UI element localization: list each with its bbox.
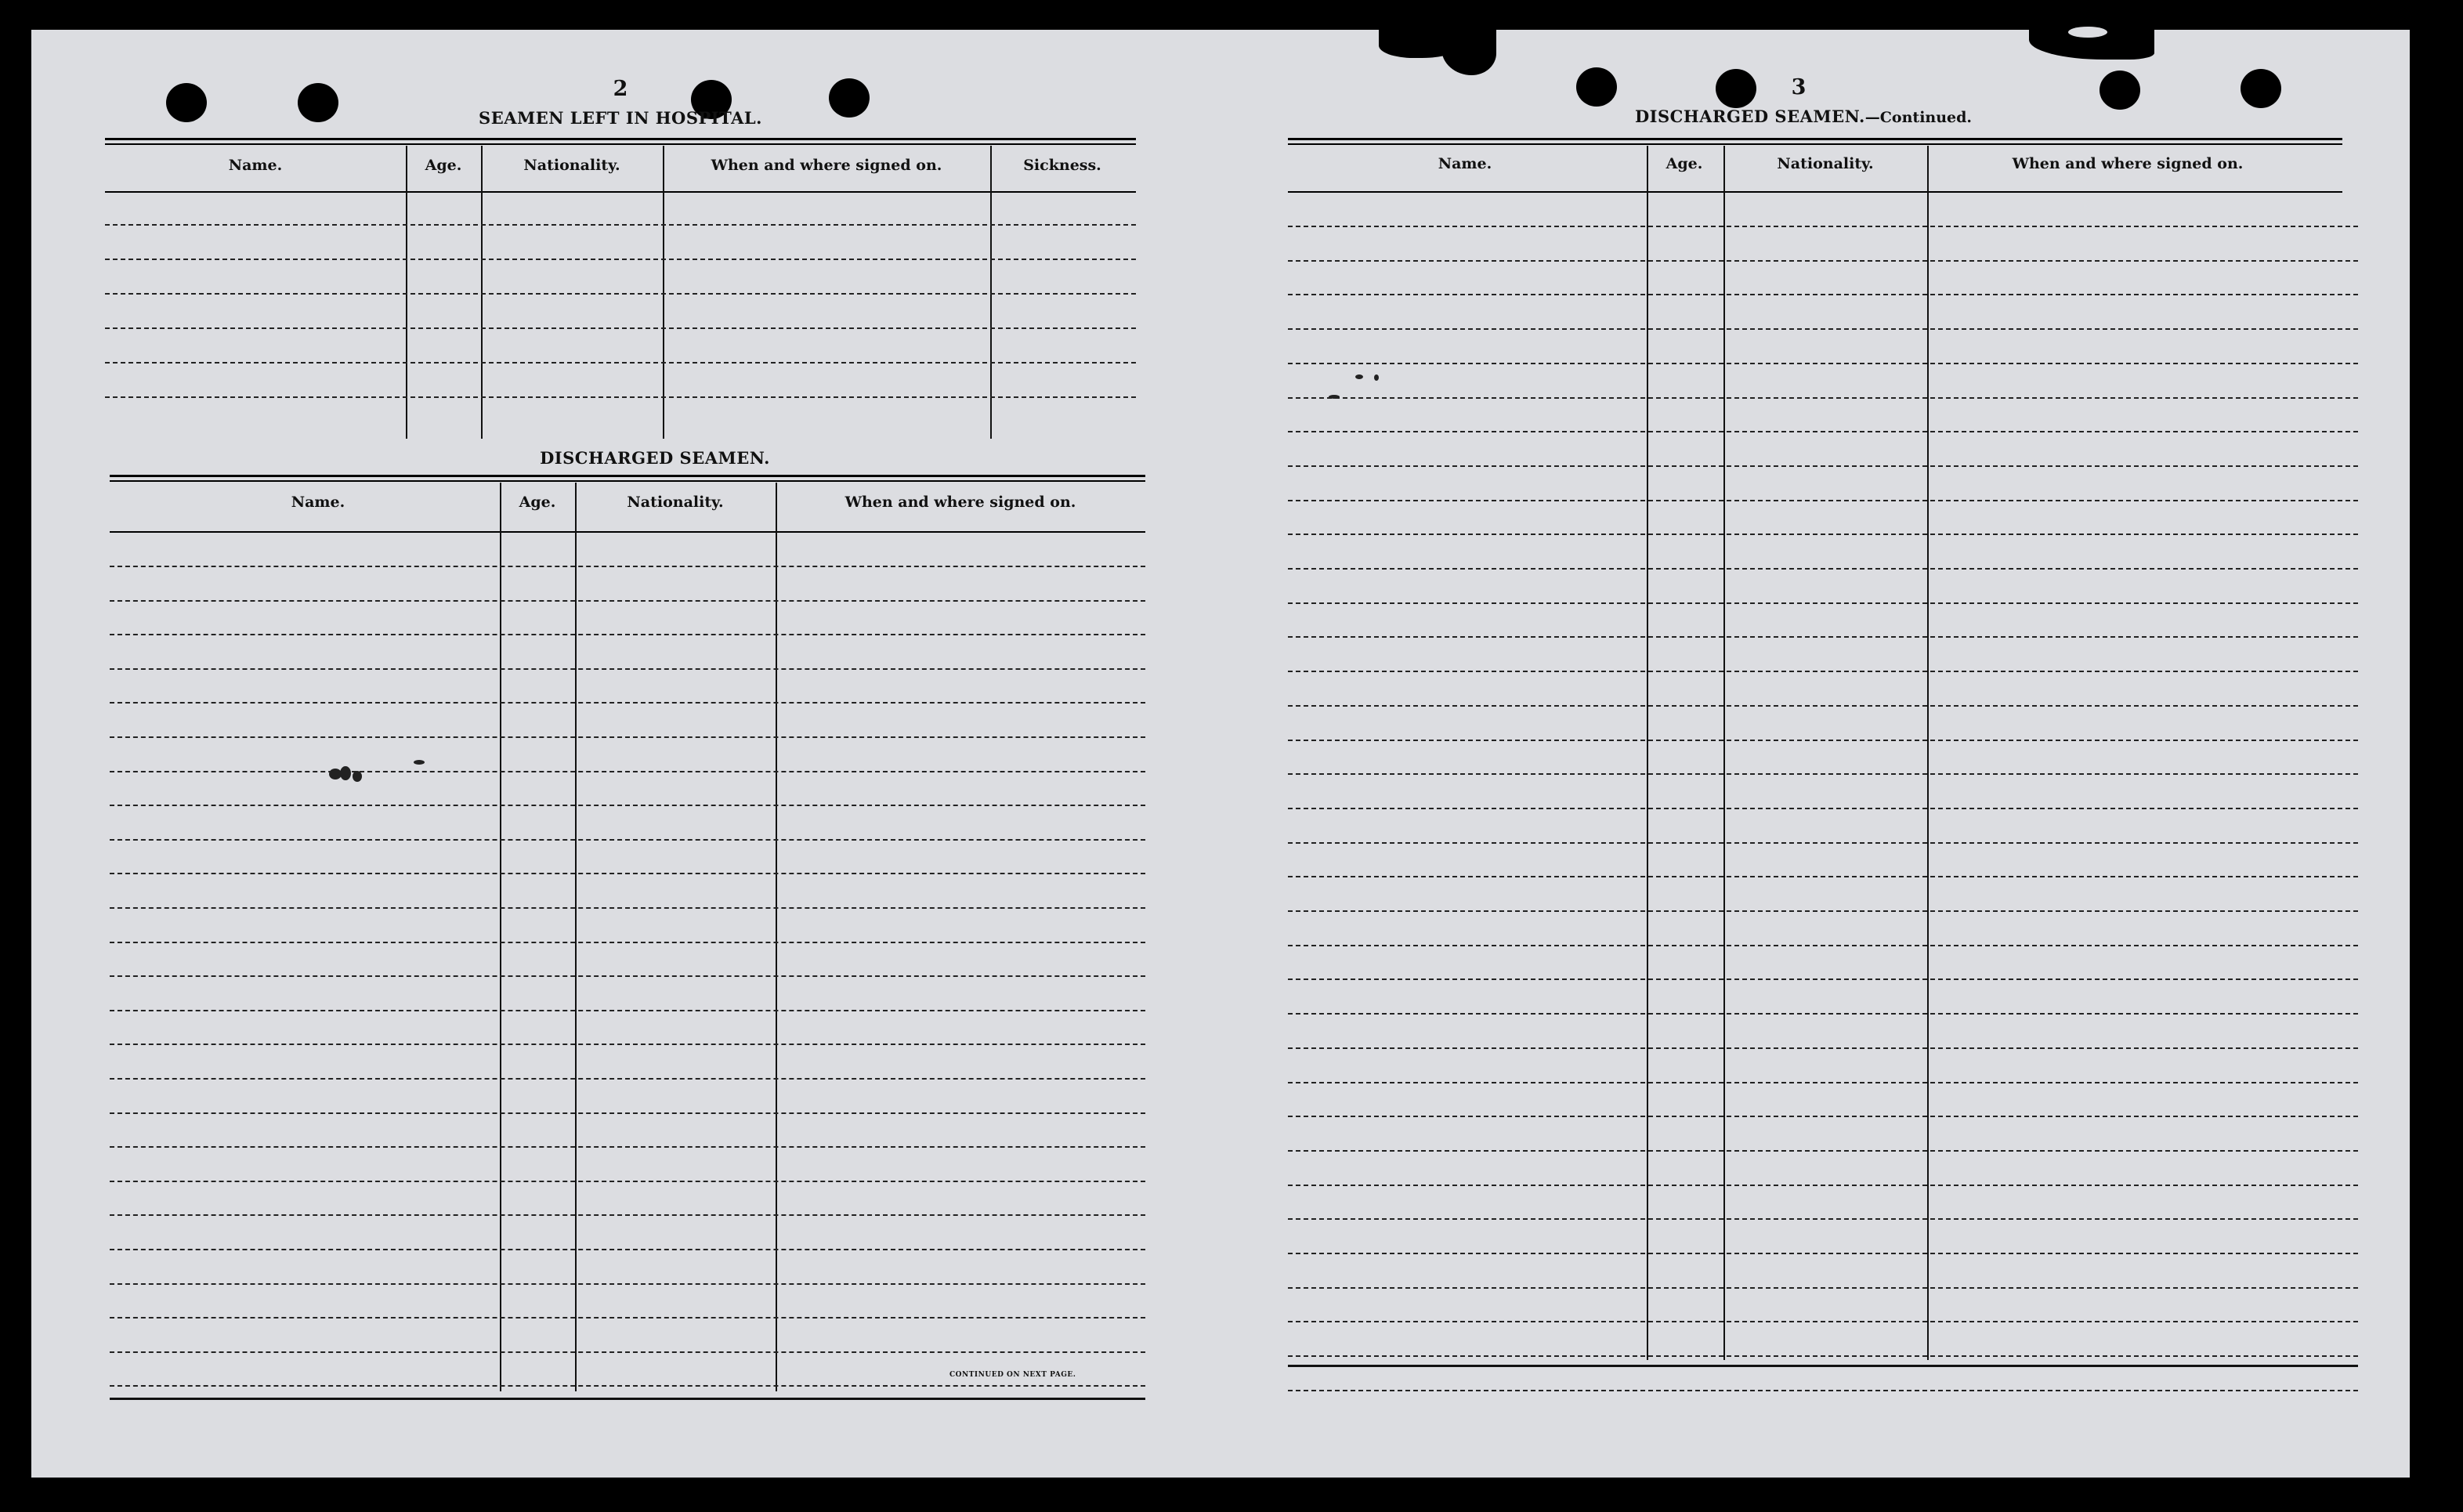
blank-row-line	[110, 668, 1145, 670]
blank-row-line	[1288, 910, 2358, 912]
blank-row-line	[1288, 226, 2358, 227]
section-title-discharged: DISCHARGED SEAMEN.	[540, 448, 770, 468]
column-header-name: Name.	[1438, 155, 1492, 172]
blank-row-line	[105, 293, 1136, 295]
column-divider	[776, 483, 777, 1391]
section-title-suffix: —Continued.	[1864, 109, 1973, 126]
blank-row-line	[1288, 636, 2358, 638]
table-top-rule	[1288, 138, 2342, 145]
blank-row-line	[110, 1249, 1145, 1250]
column-header-signed-on: When and where signed on.	[2012, 155, 2244, 172]
punch-hole	[1716, 69, 1756, 108]
blank-row-line	[110, 942, 1145, 943]
column-divider	[481, 146, 483, 439]
blank-row-line	[110, 873, 1145, 874]
blank-row-line	[110, 1385, 1145, 1387]
column-divider	[575, 483, 577, 1391]
blank-row-line	[1288, 431, 2358, 432]
blank-row-line	[1288, 1390, 2358, 1391]
blank-row-line	[110, 1078, 1145, 1080]
blank-row-line	[1288, 773, 2358, 775]
table-bottom-rule	[110, 1398, 1145, 1400]
blank-row-line	[110, 1146, 1145, 1148]
punch-hole	[829, 78, 870, 118]
blank-row-line	[105, 362, 1136, 364]
blank-row-line	[110, 975, 1145, 977]
blank-row-line	[110, 1112, 1145, 1114]
column-header-nationality: Nationality.	[523, 157, 620, 174]
blank-row-line	[110, 1351, 1145, 1353]
blank-row-line	[110, 1317, 1145, 1318]
blank-row-line	[1288, 1287, 2358, 1289]
torn-edge	[1441, 27, 1496, 75]
blank-row-line	[1288, 1150, 2358, 1152]
blank-row-line	[1288, 1082, 2358, 1083]
column-header-name: Name.	[228, 157, 283, 174]
blank-row-line	[1288, 294, 2358, 295]
column-divider	[990, 146, 992, 439]
column-header-nationality: Nationality.	[627, 494, 724, 511]
header-rule	[110, 531, 1145, 533]
blank-row-line	[110, 1010, 1145, 1011]
section-title-discharged-continued	[1635, 107, 1972, 126]
blank-row-line	[1288, 808, 2358, 809]
punch-hole	[2241, 69, 2281, 108]
blank-row-line	[1288, 500, 2358, 501]
header-rule	[1288, 191, 2342, 193]
blank-row-line	[110, 1044, 1145, 1045]
blank-row-line	[1288, 705, 2358, 707]
blank-row-line	[1288, 842, 2358, 844]
table-top-rule	[110, 475, 1145, 482]
blank-row-line	[1288, 1116, 2358, 1117]
blank-row-line	[105, 259, 1136, 260]
blank-row-line	[1288, 876, 2358, 877]
blank-row-line	[110, 1181, 1145, 1182]
blank-row-line	[1288, 1013, 2358, 1015]
punch-hole	[1576, 67, 1617, 107]
blank-row-line	[105, 396, 1136, 398]
column-header-signed-on: When and where signed on.	[845, 494, 1076, 511]
blank-row-line	[1288, 465, 2358, 467]
column-header-sickness: Sickness.	[1023, 157, 1101, 174]
blank-row-line	[110, 907, 1145, 909]
blank-row-line	[110, 805, 1145, 806]
blank-row-line	[1288, 740, 2358, 741]
column-divider	[663, 146, 664, 439]
blank-row-line	[110, 839, 1145, 841]
blank-row-line	[1288, 1218, 2358, 1220]
blank-row-line	[1288, 363, 2358, 364]
column-header-signed-on: When and where signed on.	[711, 157, 942, 174]
blank-row-line	[1288, 568, 2358, 570]
page-number: 2	[613, 77, 628, 101]
blank-row-line	[1288, 671, 2358, 672]
punch-hole	[298, 83, 338, 122]
column-header-age: Age.	[1666, 155, 1703, 172]
punch-hole	[2100, 71, 2140, 110]
header-rule	[105, 191, 1136, 193]
blank-row-line	[1288, 534, 2358, 535]
column-divider	[406, 146, 407, 439]
table-top-rule	[105, 138, 1136, 145]
continued-note: CONTINUED ON NEXT PAGE.	[949, 1371, 1076, 1379]
page-number: 3	[1791, 75, 1807, 99]
blank-row-line	[1288, 1321, 2358, 1322]
blank-row-line	[1288, 328, 2358, 330]
blank-row-line	[1288, 1047, 2358, 1049]
blank-row-line	[110, 566, 1145, 567]
blank-row-line	[1288, 945, 2358, 946]
blank-row-line	[1288, 1185, 2358, 1186]
blank-row-line	[1288, 1253, 2358, 1254]
torn-edge	[2068, 27, 2107, 38]
blank-row-line	[110, 736, 1145, 738]
blank-row-line	[110, 600, 1145, 602]
blank-row-line	[1288, 602, 2358, 604]
section-title-hospital: SEAMEN LEFT IN HOSPITAL.	[479, 108, 762, 128]
blank-row-line	[1288, 397, 2358, 399]
blank-row-line	[110, 771, 1145, 772]
section-title: DISCHARGED SEAMEN.	[1634, 107, 1865, 126]
blank-row-line	[1288, 978, 2358, 980]
table-bottom-rule	[1288, 1365, 2358, 1367]
discharged-continued-table	[1288, 138, 2358, 1366]
blank-row-line	[105, 224, 1136, 226]
blank-row-line	[105, 327, 1136, 329]
blank-row-line	[110, 702, 1145, 704]
blank-row-line	[110, 1283, 1145, 1285]
hospital-table	[105, 138, 1136, 439]
blank-row-line	[1288, 260, 2358, 262]
blank-row-line	[110, 634, 1145, 635]
discharged-table	[110, 445, 1145, 1398]
column-header-age: Age.	[519, 494, 556, 511]
punch-hole	[166, 83, 207, 122]
blank-row-line	[110, 1214, 1145, 1216]
column-header-name: Name.	[291, 494, 345, 511]
column-header-age: Age.	[425, 157, 462, 174]
column-header-nationality: Nationality.	[1777, 155, 1874, 172]
blank-row-line	[1288, 1355, 2358, 1357]
column-divider	[500, 483, 501, 1391]
form-sheet	[31, 30, 2410, 1478]
